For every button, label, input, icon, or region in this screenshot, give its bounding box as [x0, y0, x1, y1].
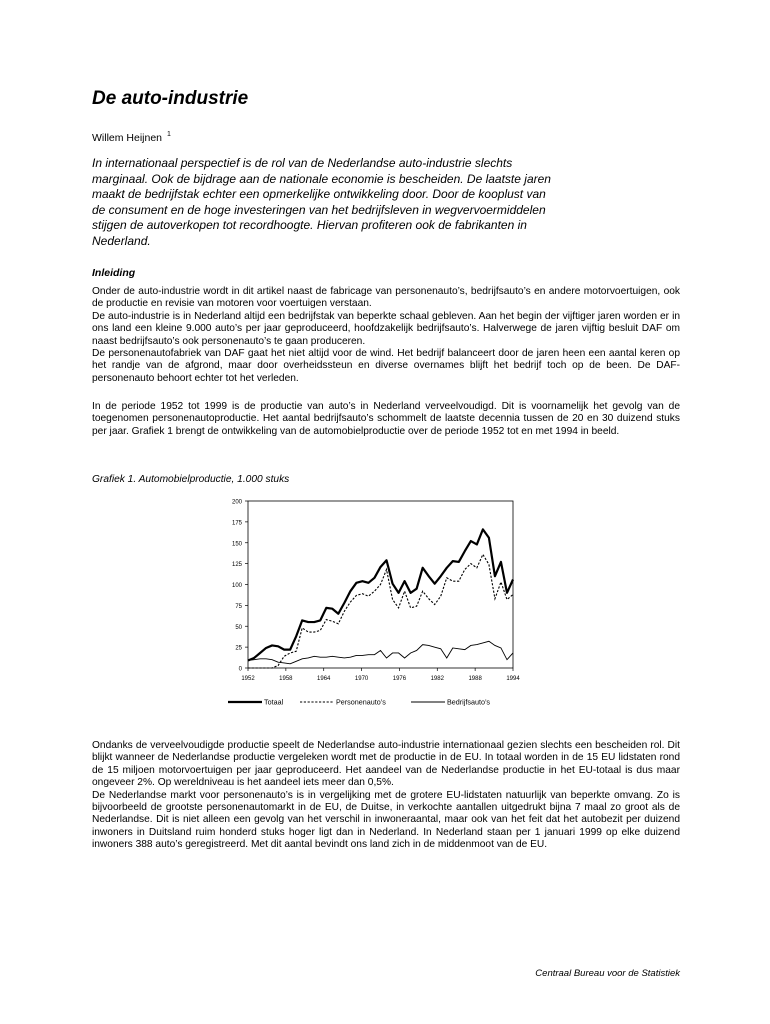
footer-source: Centraal Bureau voor de Statistiek [535, 968, 680, 979]
x-tick-label: 1952 [241, 676, 255, 682]
period-text [92, 401, 680, 438]
legend-label-3: Bedrijfsauto’s [447, 697, 491, 707]
x-tick-label: 1970 [354, 676, 369, 682]
intro-paragraph-2: De auto-industrie is in Nederland altijd een bedrijfstak van beperkte schaal gebleven. Aan het begin der vijftiger jaren worden er in ons land een kleine 9.000 auto’s per jaar geproduceerd, hoofdzakelijk bedrijfsauto’s. Halverwege de jaren vijftig besluit DAF om naast bedrijfsauto’s ook personenauto’s te gaan produceren. [92, 310, 680, 347]
y-tick-label: 0 [238, 666, 242, 673]
y-tick-label: 25 [235, 645, 242, 652]
author-line [92, 131, 171, 144]
y-tick-label: 75 [235, 603, 242, 610]
legend-label-1: Totaal [264, 697, 284, 707]
lead-paragraph: In internationaal perspectief is de rol van de Nederlandse auto-industrie slechts marginaal. Ook de bijdrage aan de nationale economie is bescheiden. De laatste jaren maakt de bedrijfstak echter een opmerkelijke ontwikkeling door. Door de kooplust van de consument en de hoge investeringen van het bedrijfsleven in wegvervoermiddelen stijgen de autoverkopen tot recordhoogte. Hiervan profiteren ook de fabrikanten in Nederland. [92, 156, 551, 248]
after-text [92, 740, 680, 852]
article-title: De auto-industrie [92, 88, 249, 109]
after-paragraph-1: Ondanks de verveelvoudigde productie speelt de Nederlandse auto-industrie internationaal gezien slechts een bescheiden rol. Dit blijkt wanneer de Nederlandse productie vergeleken wordt met de productie in de EU. In totaal worden in de 15 EU lidstaten rond de 15 miljoen motorvoertuigen per jaar geproduceerd. Het aandeel van de Nederlandse productie in het EU-totaal is dus maar ongeveer 2%. Op wereldniveau is het aandeel iets meer dan 0,5%. [92, 740, 680, 789]
y-tick-label: 50 [235, 624, 242, 631]
intro-paragraph-1: Onder de auto-industrie wordt in dit artikel naast de fabricage van personenauto’s, bedrijfsauto’s en andere motorvoertuigen, ook de productie en revisie van motoren voor voertuigen verstaan. [92, 286, 680, 310]
intro-paragraph-3: De personenautofabriek van DAF gaat het niet altijd voor de wind. Het bedrijf balanceert door de jaren heen een aantal keren op het randje van de afgrond, maar door overheidssteun en diverse overnames blijft het bedrijf toch op de been. De DAF-personenauto behoort echter tot het verleden. [92, 348, 680, 384]
y-tick-label: 150 [231, 541, 242, 548]
y-tick-label: 200 [231, 499, 242, 506]
author-name: Willem Heijnen [92, 132, 163, 144]
y-tick-label: 175 [231, 520, 242, 527]
footnote-marker: 1 [166, 131, 171, 138]
x-tick-label: 1964 [317, 676, 331, 682]
series-line-3 [248, 641, 513, 664]
x-tick-label: 1976 [392, 676, 407, 682]
intro-text [92, 286, 680, 385]
after-paragraph-2: De Nederlandse markt voor personenauto’s is in vergelijking met de grotere EU-lidstaten natuurlijk van beperkte omvang. Zo is bijvoorbeeld de grootste personenautomarkt in de EU, de Duitse, in verkochte aantallen uitgedrukt bijna 7 maal zo groot als de Nederlandse. Dit is niet alleen een gevolg van het verschil in inwoneraantal, maar ook van het feit dat het autobezit per duizend inwoners in Duitsland ruim honderd stuks hoger ligt dan in Nederland. In Nederland staan per 1 januari 1999 op elke duizend inwoners 388 auto’s geregistreerd. Met dit aantal bevindt ons land zich in de middenmoot van de EU. [92, 789, 680, 851]
period-paragraph: In de periode 1952 tot 1999 is de productie van auto’s in Nederland verveelvoudigd. Dit is voornamelijk het gevolg van de toegenomen personenautoproductie. Het aantal bedrijfsauto’s schommelt de laatste decennia tussen de 20 en 30 duizend stuks per jaar. Grafiek 1 brengt de ontwikkeling van de automobielproductie over de periode 1952 tot en met 1994 in beeld. [92, 401, 680, 437]
figure-caption: Grafiek 1. Automobielproductie, 1.000 stuks [92, 474, 290, 485]
section-heading: Inleiding [92, 267, 136, 279]
x-tick-label: 1982 [430, 676, 444, 682]
y-tick-label: 100 [231, 583, 242, 589]
x-tick-label: 1988 [468, 676, 482, 682]
x-tick-label: 1958 [279, 676, 293, 682]
x-tick-label: 1994 [506, 676, 520, 682]
series-line-1 [248, 529, 513, 660]
production-chart [218, 492, 538, 714]
legend-label-2: Personenauto’s [336, 697, 386, 707]
y-tick-label: 125 [231, 562, 242, 569]
